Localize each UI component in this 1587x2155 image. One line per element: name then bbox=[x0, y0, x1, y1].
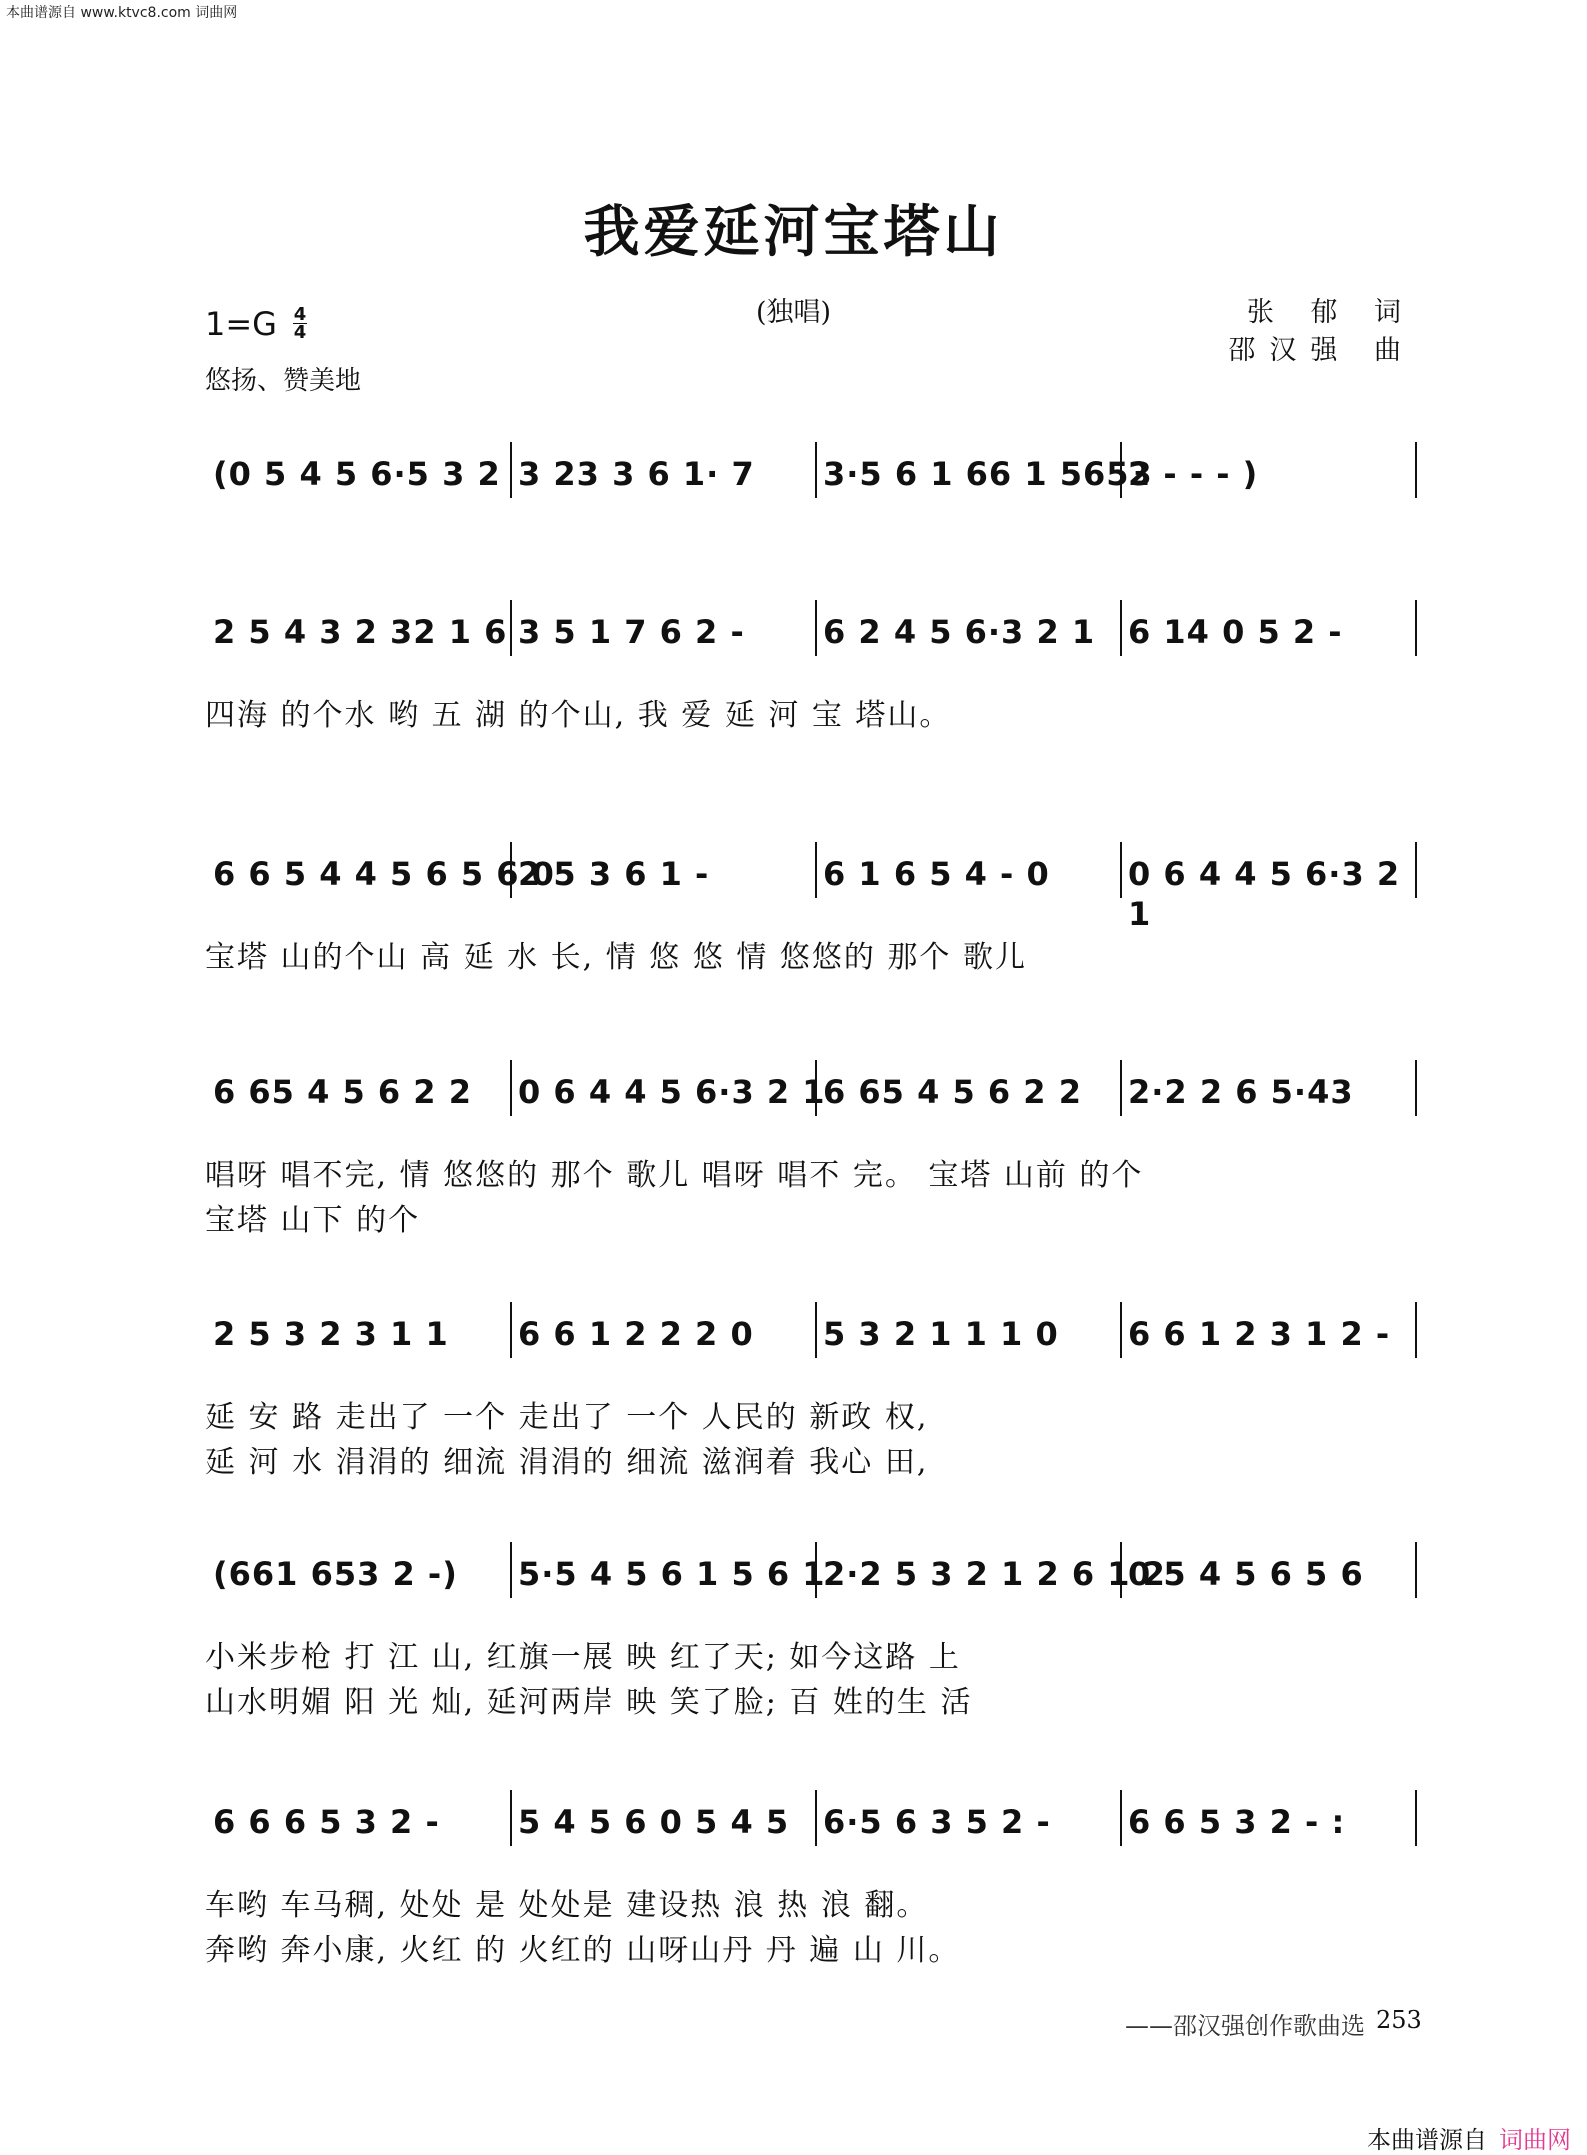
time-bottom: 4 bbox=[293, 322, 307, 343]
measure: 6 6 5 3 2 - : bbox=[1128, 1803, 1346, 1841]
bar-line bbox=[1415, 600, 1417, 656]
lyric-line: 延 河 水 涓涓的 细流 涓涓的 细流 滋润着 我心 田, bbox=[205, 1445, 929, 1480]
measure: 6 65 4 5 6 2 2 bbox=[823, 1073, 1082, 1111]
measure: 3 23 3 6 1· 7 bbox=[518, 455, 755, 493]
bar-line bbox=[1415, 1542, 1417, 1598]
measure: 3·5 6 1 66 1 5653 bbox=[823, 455, 1153, 493]
measure: 3 5 1 7 6 2 - bbox=[518, 613, 745, 651]
lyric-line: 山水明媚 阳 光 灿, 延河两岸 映 笑了脸; 百 姓的生 活 bbox=[205, 1685, 973, 1720]
bar-line bbox=[1415, 1790, 1417, 1846]
bar-line bbox=[815, 600, 817, 656]
measure: 6 65 4 5 6 2 2 bbox=[213, 1073, 472, 1111]
music-line bbox=[205, 608, 1415, 656]
bar-line bbox=[1120, 842, 1122, 898]
bar-line bbox=[1120, 1302, 1122, 1358]
measure: 2·2 5 3 2 1 2 6 1 2 bbox=[823, 1555, 1166, 1593]
bar-line bbox=[815, 1790, 817, 1846]
measure: 2 - - - ) bbox=[1128, 455, 1259, 493]
bar-line bbox=[1415, 442, 1417, 498]
music-line bbox=[205, 850, 1415, 933]
bar-line bbox=[815, 842, 817, 898]
measure: 2 5 3 6 1 - bbox=[518, 855, 710, 893]
bar-line bbox=[815, 1302, 817, 1358]
source-footer bbox=[1367, 2120, 1571, 2155]
measure: 5·5 4 5 6 1 5 6 1 bbox=[518, 1555, 826, 1593]
music-line bbox=[205, 1068, 1415, 1116]
lyric-line: 四海 的个水 哟 五 湖 的个山, 我 爱 延 河 宝 塔山。 bbox=[205, 698, 952, 733]
bar-line bbox=[510, 1302, 512, 1358]
measure: 5 3 2 1 1 1 0 bbox=[823, 1315, 1059, 1353]
book-title: ——邵汉强创作歌曲选 bbox=[1125, 2012, 1365, 2040]
lyric-line: 奔哟 奔小康, 火红 的 火红的 山呀山丹 丹 遍 山 川。 bbox=[205, 1933, 961, 1968]
measure: 6 6 1 2 2 2 0 bbox=[518, 1315, 754, 1353]
tempo-marking: 悠扬、赞美地 bbox=[205, 366, 362, 396]
measure: 6 6 6 5 3 2 - bbox=[213, 1803, 440, 1841]
measure: 2 5 4 3 2 32 1 6 bbox=[213, 613, 508, 651]
measure: (0 5 4 5 6·5 3 2 bbox=[213, 455, 501, 493]
lyric-line: 宝塔 山下 的个 bbox=[205, 1203, 421, 1238]
bar-line bbox=[1415, 1060, 1417, 1116]
key-signature: 1=G bbox=[205, 305, 277, 343]
lyric-line: 小米步枪 打 江 山, 红旗一展 映 红了天; 如今这路 上 bbox=[205, 1640, 961, 1675]
measure: 6 6 1 2 3 1 2 - bbox=[1128, 1315, 1391, 1353]
measure: 6·5 6 3 5 2 - bbox=[823, 1803, 1051, 1841]
measure: 6 1 6 5 4 - 0 bbox=[823, 855, 1050, 893]
measure: 6 2 4 5 6·3 2 1 bbox=[823, 613, 1096, 651]
measure: 6 6 5 4 4 5 6 5 6 0 bbox=[213, 855, 555, 893]
time-top: 4 bbox=[293, 304, 307, 325]
source-footer-site: 词曲网 bbox=[1499, 2126, 1571, 2154]
music-line bbox=[205, 450, 1415, 498]
measure: 2 5 3 2 3 1 1 bbox=[213, 1315, 449, 1353]
bar-line bbox=[1120, 1060, 1122, 1116]
source-header: 本曲谱源自 www.ktvc8.com 词曲网 bbox=[6, 5, 238, 21]
measure: 5 4 5 6 0 5 4 5 bbox=[518, 1803, 790, 1841]
measure: 0 6 4 4 5 6·3 2 1 bbox=[518, 1073, 826, 1111]
lyric-line: 唱呀 唱不完, 情 悠悠的 那个 歌儿 唱呀 唱不 完。 宝塔 山前 的个 bbox=[205, 1158, 1144, 1193]
bar-line bbox=[510, 1790, 512, 1846]
music-line bbox=[205, 1798, 1415, 1846]
bar-line bbox=[1120, 600, 1122, 656]
measure: 0 6 4 4 5 6·3 2 1 bbox=[1128, 855, 1401, 933]
measure: 6 14 0 5 2 - bbox=[1128, 613, 1343, 651]
page-number: 253 bbox=[1376, 2006, 1422, 2034]
lyricist: 张 郁 词 bbox=[1246, 297, 1415, 328]
song-subtitle: (独唱) bbox=[755, 297, 832, 328]
song-title: 我爱延河宝塔山 bbox=[583, 199, 1004, 265]
bar-line bbox=[510, 600, 512, 656]
bar-line bbox=[510, 1060, 512, 1116]
bar-line bbox=[1415, 842, 1417, 898]
time-signature bbox=[293, 306, 307, 341]
bar-line bbox=[815, 442, 817, 498]
lyric-line: 车哟 车马稠, 处处 是 处处是 建设热 浪 热 浪 翻。 bbox=[205, 1888, 929, 1923]
composer: 邵汉强 曲 bbox=[1228, 335, 1415, 366]
lyric-line: 延 安 路 走出了 一个 走出了 一个 人民的 新政 权, bbox=[205, 1400, 929, 1435]
bar-line bbox=[510, 442, 512, 498]
bar-line bbox=[1120, 1790, 1122, 1846]
lyric-line: 宝塔 山的个山 高 延 水 长, 情 悠 悠 情 悠悠的 那个 歌儿 bbox=[205, 940, 1027, 975]
bar-line bbox=[510, 1542, 512, 1598]
music-line bbox=[205, 1550, 1415, 1598]
measure: (661 653 2 -) bbox=[213, 1555, 458, 1593]
bar-line bbox=[1415, 1302, 1417, 1358]
measure: 0 5 4 5 6 5 6 bbox=[1128, 1555, 1364, 1593]
source-footer-text: 本曲谱源自 bbox=[1367, 2126, 1487, 2154]
measure: 2·2 2 6 5·43 bbox=[1128, 1073, 1354, 1111]
music-line bbox=[205, 1310, 1415, 1358]
